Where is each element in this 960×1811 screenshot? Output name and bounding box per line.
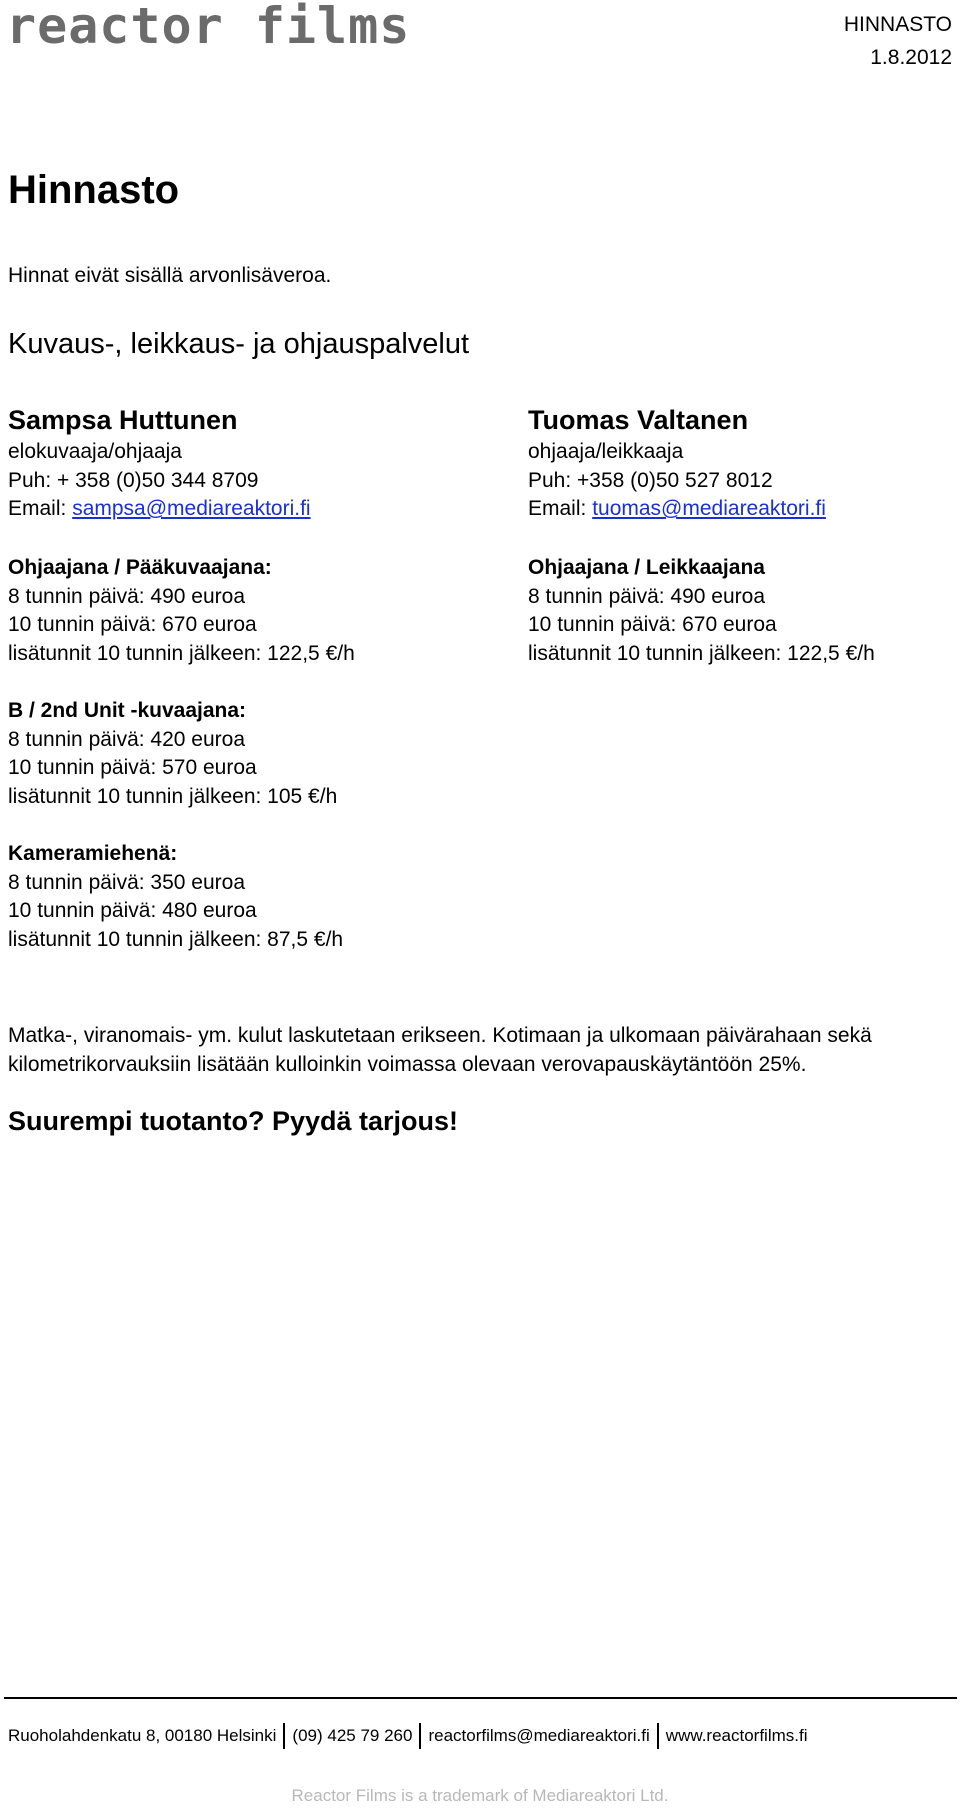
email-label: Email: bbox=[8, 497, 73, 520]
rate-line: 8 tunnin päivä: 490 euroa bbox=[528, 584, 766, 608]
person-name: Tuomas Valtanen bbox=[528, 405, 749, 435]
person-card-sampsa bbox=[8, 402, 311, 524]
rate-block-second-unit bbox=[8, 697, 337, 811]
vat-note: Hinnat eivät sisällä arvonlisäveroa. bbox=[8, 264, 332, 287]
rate-line: 10 tunnin päivä: 670 euroa bbox=[528, 613, 777, 636]
rate-block-director-editor bbox=[528, 554, 875, 668]
person-email-row bbox=[8, 495, 311, 524]
rate-title: Ohjaajana / Leikkaajana bbox=[528, 556, 765, 579]
email-label: Email: bbox=[528, 497, 593, 520]
expenses-line: kilometrikorvauksiin lisätään kulloinkin voimassa olevaan verovapauskäytäntöön 25%. bbox=[8, 1052, 807, 1076]
person-card-tuomas bbox=[528, 402, 826, 524]
rate-title: Ohjaajana / Pääkuvaajana: bbox=[8, 556, 272, 579]
document-header bbox=[844, 8, 952, 74]
company-logo: reactor films bbox=[6, 0, 411, 55]
person-email-row bbox=[528, 495, 826, 524]
person-role: elokuvaaja/ohjaaja bbox=[8, 440, 182, 463]
rate-block-director-dop bbox=[8, 554, 355, 668]
person-phone: Puh: +358 (0)50 527 8012 bbox=[528, 468, 773, 492]
email-link[interactable]: tuomas@mediareaktori.fi bbox=[592, 497, 826, 520]
rate-line: 8 tunnin päivä: 490 euroa bbox=[8, 584, 246, 608]
rate-line: 8 tunnin päivä: 420 euroa bbox=[8, 727, 246, 751]
person-name: Sampsa Huttunen bbox=[8, 405, 238, 435]
rate-title: Kameramiehenä: bbox=[8, 842, 178, 865]
expenses-line: Matka-, viranomais- ym. kulut laskutetaan erikseen. Kotimaan ja ulkomaan päivärahaan sekä bbox=[8, 1024, 872, 1047]
expenses-note bbox=[8, 1022, 872, 1079]
rate-block-camera-operator bbox=[8, 840, 343, 954]
footer-address: Ruoholahdenkatu 8, 00180 Helsinki bbox=[8, 1726, 277, 1745]
call-to-action: Suurempi tuotanto? Pyydä tarjous! bbox=[8, 1106, 459, 1136]
rate-line: 10 tunnin päivä: 480 euroa bbox=[8, 899, 257, 922]
rate-line: lisätunnit 10 tunnin jälkeen: 105 €/h bbox=[8, 784, 338, 808]
footer-separator bbox=[283, 1723, 285, 1749]
document-date: 1.8.2012 bbox=[870, 46, 952, 69]
footer-separator bbox=[419, 1723, 421, 1749]
person-role: ohjaaja/leikkaaja bbox=[528, 440, 684, 463]
rate-line: 10 tunnin päivä: 670 euroa bbox=[8, 613, 257, 636]
rate-line: 10 tunnin päivä: 570 euroa bbox=[8, 756, 257, 779]
rate-line: lisätunnit 10 tunnin jälkeen: 122,5 €/h bbox=[8, 641, 355, 665]
footer-separator bbox=[657, 1723, 659, 1749]
rate-line: lisätunnit 10 tunnin jälkeen: 87,5 €/h bbox=[8, 927, 344, 951]
section-title: Kuvaus-, leikkaus- ja ohjauspalvelut bbox=[8, 328, 470, 360]
footer-phone: (09) 425 79 260 bbox=[292, 1726, 413, 1745]
person-phone: Puh: + 358 (0)50 344 8709 bbox=[8, 468, 259, 492]
footer-divider bbox=[4, 1697, 957, 1699]
rate-title: B / 2nd Unit -kuvaajana: bbox=[8, 699, 247, 722]
trademark-note: Reactor Films is a trademark of Mediareaktori Ltd. bbox=[291, 1786, 669, 1805]
document-type: HINNASTO bbox=[843, 13, 952, 36]
page-title: Hinnasto bbox=[8, 168, 180, 212]
footer-contacts bbox=[8, 1723, 807, 1749]
footer-website: www.reactorfilms.fi bbox=[665, 1726, 808, 1745]
rate-line: 8 tunnin päivä: 350 euroa bbox=[8, 870, 246, 894]
footer-email: reactorfilms@mediareaktori.fi bbox=[428, 1726, 650, 1745]
email-link[interactable]: sampsa@mediareaktori.fi bbox=[72, 497, 311, 520]
rate-line: lisätunnit 10 tunnin jälkeen: 122,5 €/h bbox=[528, 641, 875, 665]
